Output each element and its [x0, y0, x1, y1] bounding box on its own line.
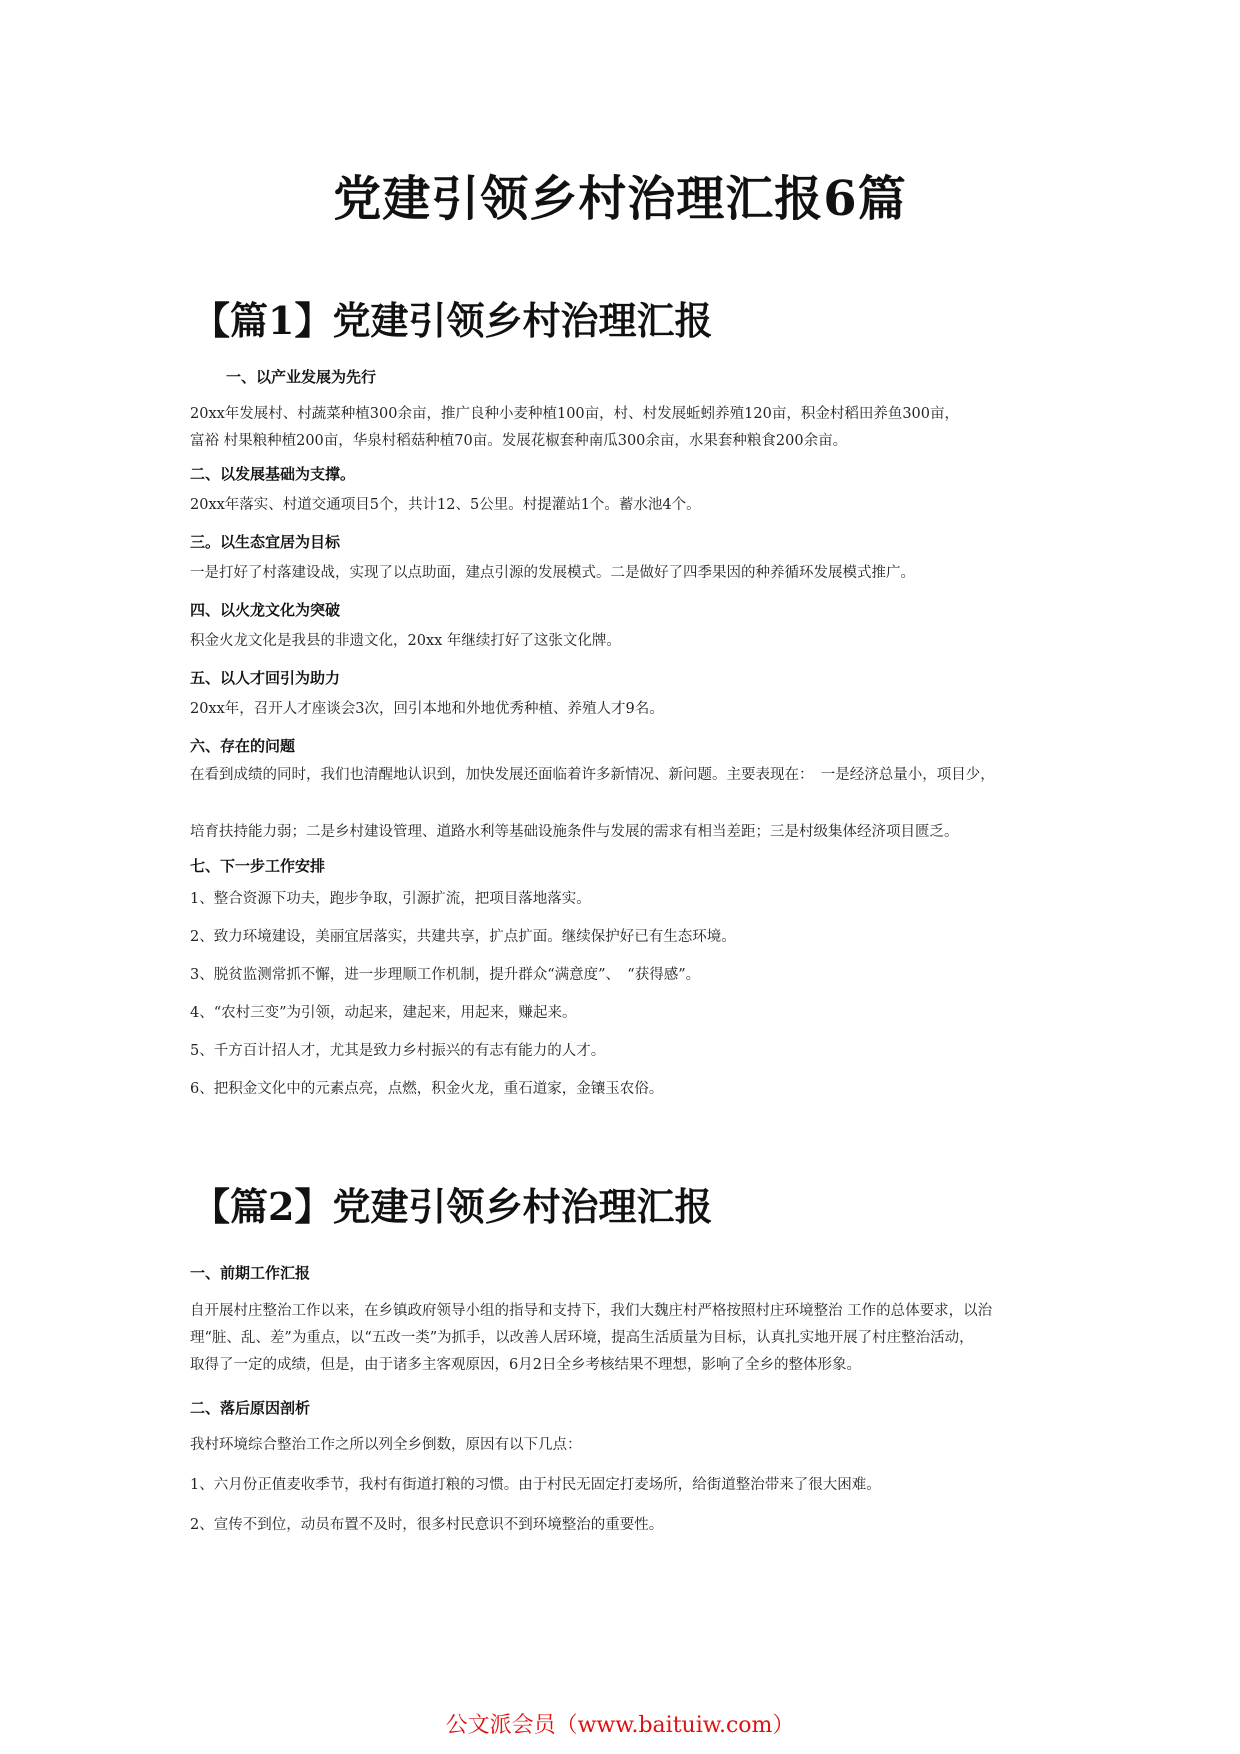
p1-item-1: 1、整合资源下功夫，跑步争取，引源扩流，把项目落地落实。 [190, 891, 591, 907]
p2-section2-title: 二、落后原因剖析 [190, 1399, 311, 1417]
p1-section2-title: 二、以发展基础为支撑。 [190, 465, 356, 483]
p2-section2-intro: 我村环境综合整治工作之所以列全乡倒数，原因有以下几点： [190, 1437, 582, 1453]
text-line: 取得了一定的成绩，但是，由于诸多主客观原因，6月2日全乡考核结果不理想，影响了全乡的整体形象。 [190, 1357, 861, 1373]
p1-section6-text-line2: 培育扶持能力弱；二是乡村建设管理、道路水利等基础设施条件与发展的需求有相当差距；三是村级集体经济项目匮乏。 [190, 824, 959, 840]
p1-section3-text: 一是打好了村落建设战，实现了以点助面，建点引源的发展模式。二是做好了四季果因的种养循环发展模式推广。 [190, 565, 915, 581]
p1-item-2: 2、致力环境建设，美丽宜居落实，共建共享，扩点扩面。继续保护好已有生态环境。 [190, 929, 736, 945]
p1-section6-title: 六、存在的问题 [190, 737, 296, 755]
p1-section2-text: 20xx年落实、村道交通项目5个，共计12、5公里。村提灌站1个。蓄水池4个。 [190, 497, 701, 513]
p1-section3-title: 三。以生态宜居为目标 [190, 533, 341, 551]
p1-section6-text-line1: 在看到成绩的同时，我们也清醒地认识到，加快发展还面临着许多新情况、新问题。主要表现在： 一是经济总量小，项目少， [190, 767, 995, 783]
text-line: 自开展村庄整治工作以来，在乡镇政府领导小组的指导和支持下，我们大魏庄村严格按照村庄环境整治 工作的总体要求，以治 [190, 1303, 993, 1319]
p1-section7-title: 七、下一步工作安排 [190, 857, 326, 875]
part2-heading: 【篇2】党建引领乡村治理汇报 [192, 1184, 713, 1229]
part1-heading: 【篇1】党建引领乡村治理汇报 [192, 298, 713, 343]
p2-item-1: 1、六月份正值麦收季节，我村有街道打粮的习惯。由于村民无固定打麦场所，给街道整治带来了很大困难。 [190, 1477, 881, 1493]
p2-section1-title: 一、前期工作汇报 [190, 1264, 311, 1282]
p1-section4-title: 四、以火龙文化为突破 [190, 601, 341, 619]
p1-section5-title: 五、以人才回引为助力 [190, 669, 341, 687]
footer-watermark: 公文派会员（www.baituiw.com） [445, 1713, 795, 1738]
p1-item-5: 5、千方百计招人才，尤其是致力乡村振兴的有志有能力的人才。 [190, 1043, 606, 1059]
p1-section1-title: 一、以产业发展为先行 [226, 368, 377, 386]
text-line: 富裕 村果粮种植200亩，华泉村稻菇种植70亩。发展花椒套种南瓜300余亩，水果套种粮食200余亩。 [190, 433, 848, 449]
document-title: 党建引领乡村治理汇报6篇 [333, 171, 907, 227]
text-line: 20xx年发展村、村蔬菜种植300余亩，推广良种小麦种植100亩，村、村发展蚯蚓养殖120亩，积金村稻田养鱼300亩， [190, 406, 960, 422]
p1-section1-text [190, 401, 1050, 455]
p1-item-4: 4、“农村三变”为引领，动起来，建起来，用起来，赚起来。 [190, 1005, 577, 1021]
p1-section5-text: 20xx年，召开人才座谈会3次，回引本地和外地优秀种植、养殖人才9名。 [190, 701, 664, 717]
p1-section4-text: 积金火龙文化是我县的非遗文化，20xx 年继续打好了这张文化牌。 [190, 633, 621, 649]
text-line: 理“脏、乱、差”为重点，以“五改一类”为抓手，以改善人居环境，提高生活质量为目标，认真扎实地开展了村庄整治活动， [190, 1330, 974, 1346]
p2-section1-text [190, 1298, 1050, 1379]
p1-item-3: 3、脱贫监测常抓不懈，进一步理顺工作机制，提升群众“满意度”、 “获得感”。 [190, 967, 701, 983]
p1-item-6: 6、把积金文化中的元素点亮，点燃，积金火龙，重石道家，金镶玉农俗。 [190, 1081, 664, 1097]
p2-item-2: 2、宣传不到位，动员布置不及时，很多村民意识不到环境整治的重要性。 [190, 1517, 664, 1533]
